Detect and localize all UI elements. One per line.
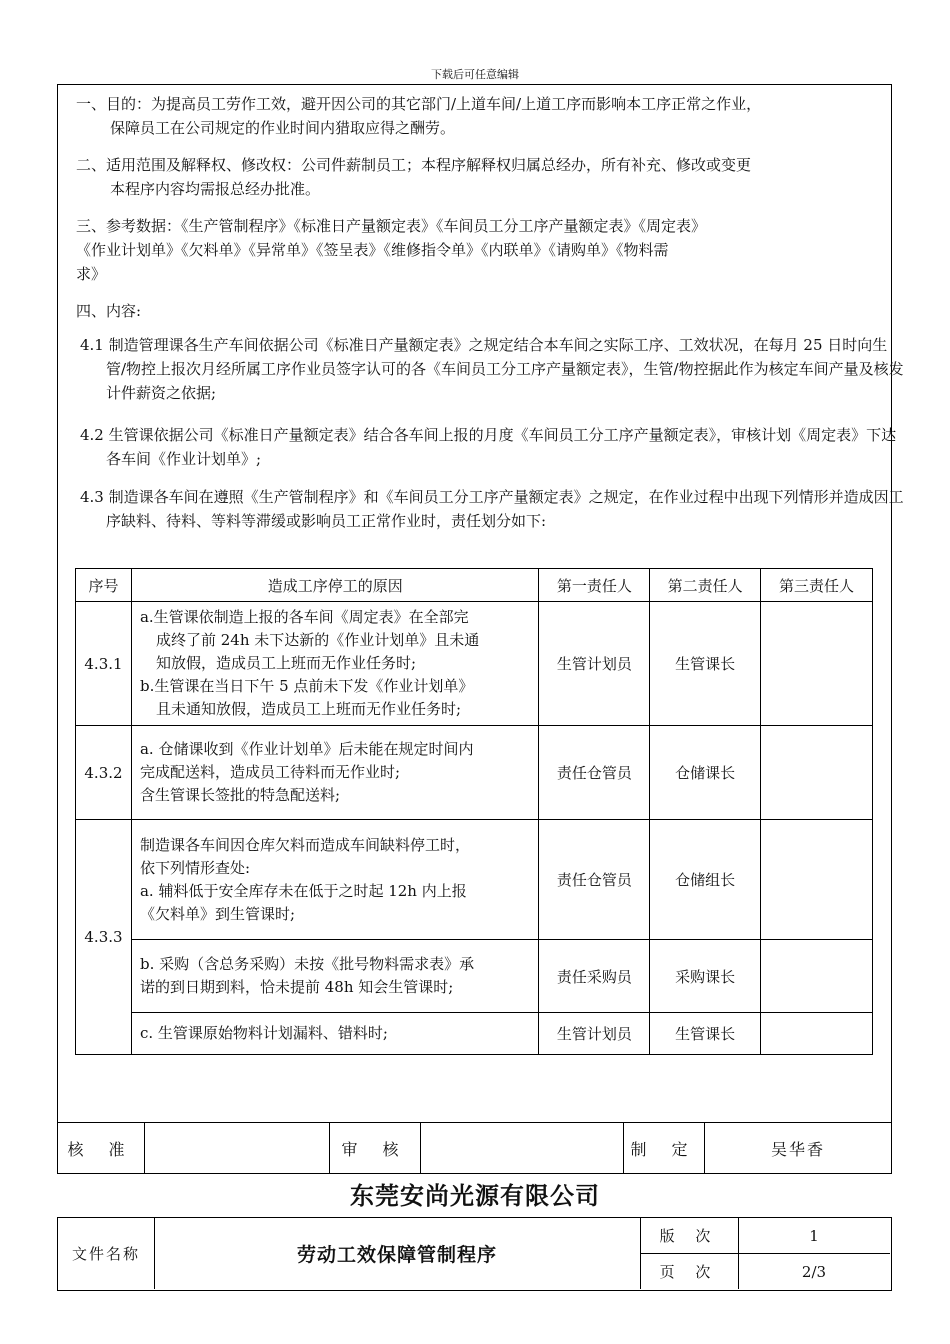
signoff-row xyxy=(57,1122,892,1174)
row-first: 生管计划员 xyxy=(539,1013,650,1055)
row-no: 4.3.3 xyxy=(76,820,132,1055)
row-no: 4.3.2 xyxy=(76,726,132,820)
paragraph-4-2: 4.2 生管课依据公司《标准日产量额定表》结合各车间上报的月度《车间员工分工序产量额定表》，审核计划《周定表》下达各车间《作业计划单》; xyxy=(80,426,897,468)
paragraph-4-1: 4.1 制造管理课各生产车间依据公司《标准日产量额定表》之规定结合本车间之实际工序、工效状况，在每月 25 日时向生管/物控上报次月经所属工序作业员签字认可的各《车间员工分工序产量额定表》，生管/物控据此作为核定车间产量及核发计件薪资之依据; xyxy=(80,336,904,402)
page-label: 页 次 xyxy=(640,1254,739,1289)
row-no: 4.3.1 xyxy=(76,602,132,726)
row-cause xyxy=(131,602,538,726)
row-third xyxy=(761,602,873,726)
table-row xyxy=(76,940,873,1013)
version-label: 版 次 xyxy=(640,1218,739,1254)
header-no: 序号 xyxy=(76,569,132,602)
cause-line: 成终了前 24h 未下达新的《作业计划单》且未通 xyxy=(155,631,480,649)
file-name-value: 劳动工效保障管制程序 xyxy=(154,1218,641,1289)
responsibility-table xyxy=(75,568,873,1055)
approve-label: 核 准 xyxy=(58,1123,145,1173)
table-header-row xyxy=(76,569,873,602)
cause-line: 诺的到日期到料，恰未提前 48h 知会生管课时; xyxy=(139,978,454,996)
signature-value: 吴华香 xyxy=(770,1139,825,1159)
references-line-3: 求》 xyxy=(76,265,107,283)
header-first: 第一责任人 xyxy=(539,569,650,602)
cause-line: 制造课各车间因仓库欠料而造成车间缺料停工时， xyxy=(139,835,470,854)
references-line-1: 三、参考数据：《生产管制程序》《标准日产量额定表》《车间员工分工序产量额定表》《周定表》 xyxy=(76,217,707,235)
document-footer xyxy=(57,1217,892,1291)
row-second: 仓储组长 xyxy=(650,820,761,940)
review-value xyxy=(421,1123,624,1173)
row-third xyxy=(761,940,873,1013)
scope-line-1: 二、适用范围及解释权、修改权：公司件薪制员工；本程序解释权归属总经办，所有补充、修改或变更 xyxy=(76,156,752,174)
row-third xyxy=(761,1013,873,1055)
header-second: 第二责任人 xyxy=(650,569,761,602)
section-purpose xyxy=(76,92,886,140)
header-third: 第三责任人 xyxy=(761,569,873,602)
cause-line: b. 采购（含总务采购）未按《批号物料需求表》承 xyxy=(139,955,475,973)
cause-line: 完成配送料，造成员工待料而无作业时; xyxy=(139,763,401,781)
review-label: 审 核 xyxy=(330,1123,421,1173)
row-third xyxy=(761,726,873,820)
scope-line-2: 本程序内容均需报总经办批准。 xyxy=(110,180,321,198)
header-note: 下载后可任意编辑 xyxy=(431,68,519,81)
section-content-title xyxy=(76,299,886,323)
header-cause: 造成工序停工的原因 xyxy=(131,569,538,602)
row-second: 采购课长 xyxy=(650,940,761,1013)
table-row xyxy=(76,602,873,726)
cause-line: 知放假，造成员工上班而无作业任务时; xyxy=(155,654,417,672)
purpose-line-1: 一、目的：为提高员工劳作工效，避开因公司的其它部门/上道车间/上道工序而影响本工序正常之作业， xyxy=(76,95,762,113)
version-value: 1 xyxy=(738,1218,890,1254)
section-references xyxy=(76,214,886,286)
paragraph-4-3: 4.3 制造课各车间在遵照《生产管制程序》和《车间员工分工序产量额定表》之规定，在作业过程中出现下列情形并造成因工序缺料、待料、等料等滞缓或影响员工正常作业时，责任划分如下: xyxy=(80,488,904,530)
company-name: 东莞安尚光源有限公司 xyxy=(350,1181,600,1210)
cause-line: b.生管课在当日下午 5 点前未下发《作业计划单》 xyxy=(139,677,474,695)
cause-line: a. 仓储课收到《作业计划单》后未能在规定时间内 xyxy=(139,740,474,758)
row-first: 责任采购员 xyxy=(539,940,650,1013)
make-label: 制 定 xyxy=(624,1123,705,1173)
cause-line: a. 辅料低于安全库存未在低于之时起 12h 内上报 xyxy=(139,881,467,900)
row-cause xyxy=(131,726,538,820)
cause-line: a.生管课依制造上报的各车间《周定表》在全部完 xyxy=(139,608,469,626)
row-second: 仓储课长 xyxy=(650,726,761,820)
cause-line: 且未通知放假，造成员工上班而无作业任务时; xyxy=(155,700,462,718)
approve-value xyxy=(145,1123,330,1173)
cause-line: 依下列情形查处: xyxy=(139,858,251,877)
table-row xyxy=(76,726,873,820)
file-name-label: 文件名称 xyxy=(58,1218,155,1289)
section-scope xyxy=(76,153,886,201)
cause-line: 《欠料单》到生管课时; xyxy=(139,904,296,923)
row-cause xyxy=(131,1013,538,1055)
row-first: 责任仓管员 xyxy=(539,820,650,940)
page-value: 2/3 xyxy=(801,1262,827,1281)
table-row xyxy=(76,1013,873,1055)
row-first: 责任仓管员 xyxy=(539,726,650,820)
row-first: 生管计划员 xyxy=(539,602,650,726)
cause-line: c. 生管课原始物料计划漏料、错料时; xyxy=(139,1024,388,1042)
row-second: 生管课长 xyxy=(650,1013,761,1055)
content-title: 四、内容: xyxy=(76,302,142,320)
row-cause xyxy=(131,820,538,940)
row-cause xyxy=(131,940,538,1013)
purpose-line-2: 保障员工在公司规定的作业时间内猎取应得之酬劳。 xyxy=(110,119,456,137)
references-line-2: 《作业计划单》《欠料单》《异常单》《签呈表》《维修指令单》《内联单》《请购单》《物料需 xyxy=(76,241,669,259)
row-third xyxy=(761,820,873,940)
row-second: 生管课长 xyxy=(650,602,761,726)
cause-line: 含生管课长签批的特急配送料; xyxy=(139,786,341,804)
table-row xyxy=(76,820,873,940)
